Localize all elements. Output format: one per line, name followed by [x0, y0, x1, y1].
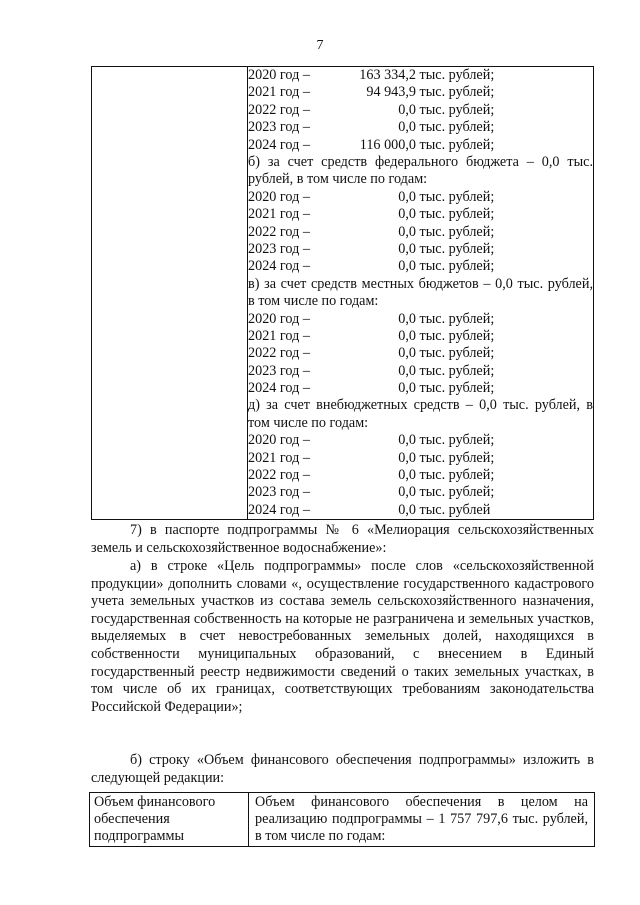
- unit-label: тыс. рублей;: [419, 206, 495, 223]
- year-label: 2020 год –: [248, 188, 310, 205]
- year-amount-row: [248, 258, 593, 275]
- year-label: 2022 год –: [248, 101, 310, 118]
- year-label: 2022 год –: [248, 467, 310, 484]
- amount-value: 0,0: [398, 449, 416, 466]
- unit-label: тыс. рублей;: [419, 223, 495, 240]
- year-label: 2023 год –: [248, 484, 310, 501]
- unit-label: тыс. рублей;: [419, 327, 495, 344]
- unit-label: тыс. рублей;: [419, 258, 495, 275]
- year-label: 2023 год –: [248, 119, 310, 136]
- year-amount-row: [248, 484, 593, 501]
- year-label: 2022 год –: [248, 345, 310, 362]
- year-label: 2020 год –: [248, 310, 310, 327]
- page-number: 7: [316, 38, 324, 53]
- amount-value: 0,0: [398, 345, 416, 362]
- year-label: 2021 год –: [248, 206, 310, 223]
- unit-label: тыс. рублей;: [419, 310, 495, 327]
- year-label: 2021 год –: [248, 84, 310, 101]
- funding-value-cell: Объем финансового обеспечения в целом на реализацию подпрограммы – 1 757 797,6 тыс. рублей, в том числе по годам:: [249, 793, 595, 847]
- year-amount-row: [248, 432, 593, 449]
- unit-label: тыс. рублей;: [419, 136, 495, 153]
- year-amount-row: [248, 328, 593, 345]
- year-label: 2024 год –: [248, 501, 310, 518]
- unit-label: тыс. рублей;: [419, 362, 495, 379]
- year-label: 2020 год –: [248, 432, 310, 449]
- year-amount-row: [248, 345, 593, 362]
- year-amount-row: [248, 311, 593, 328]
- group-c-heading: в) за счет средств местных бюджетов – 0,0 тыс. рублей, в том числе по годам:: [248, 275, 593, 310]
- amount-value: 116 000,0: [359, 136, 416, 153]
- year-amount-row: [248, 467, 593, 484]
- funding-breakdown-cell: [248, 67, 594, 520]
- unit-label: тыс. рублей;: [419, 432, 495, 449]
- year-amount-row: [248, 119, 593, 136]
- unit-label: тыс. рублей;: [419, 449, 495, 466]
- group-b-heading: б) за счет средств федерального бюджета – 0,0 тыс. рублей, в том числе по годам:: [248, 153, 593, 188]
- funding-table-continued: [91, 66, 594, 520]
- unit-label: тыс. рублей;: [419, 380, 495, 397]
- group-a-rows: [248, 67, 593, 154]
- year-amount-row: [248, 102, 593, 119]
- year-label: 2020 год –: [248, 67, 310, 83]
- year-label: 2023 год –: [248, 240, 310, 257]
- amount-value: 0,0: [398, 240, 416, 257]
- year-amount-row: [248, 67, 593, 84]
- amount-value: 0,0: [398, 432, 416, 449]
- amount-value: 94 943,9: [366, 84, 416, 101]
- amount-value: 0,0: [398, 188, 416, 205]
- paragraph-a: а) в строке «Цель подпрограммы» после слов «сельскохозяйственной продукции» дополнить словами «, осуществление государственного кадастрового учета земельных участков из состава земель сельскохозяйственного назначения, государственная собственность на которые не разграничена и земельных участков, выделяемых в счет невостребованных земельных долей, находящихся в собственности муниципальных образований, с внесением в Единый государственный реестр недвижимости сведений о таких земельных участках, в том числе об их границах, соответствующих требованиям законодательства Российской Федерации»;: [91, 558, 594, 715]
- year-amount-row: [248, 137, 593, 154]
- year-amount-row: [248, 189, 593, 206]
- funding-label-cell: Объем финансового обеспечения подпрограммы: [90, 793, 249, 847]
- empty-label-cell: [92, 67, 248, 520]
- year-label: 2024 год –: [248, 258, 310, 275]
- unit-label: тыс. рублей;: [419, 467, 495, 484]
- amount-value: 0,0: [398, 258, 416, 275]
- group-b-rows: [248, 189, 593, 276]
- amount-value: 163 334,2: [359, 67, 416, 83]
- group-d-rows: [248, 432, 593, 519]
- year-amount-row: [248, 380, 593, 397]
- year-amount-row: [248, 224, 593, 241]
- year-label: 2023 год –: [248, 362, 310, 379]
- amount-value: 0,0: [398, 101, 416, 118]
- amount-value: 0,0: [398, 119, 416, 136]
- unit-label: тыс. рублей;: [419, 240, 495, 257]
- unit-label: тыс. рублей;: [419, 484, 495, 501]
- subprogram-funding-table: [89, 792, 595, 847]
- amount-value: 0,0: [398, 206, 416, 223]
- year-label: 2021 год –: [248, 327, 310, 344]
- year-label: 2024 год –: [248, 380, 310, 397]
- amount-value: 0,0: [398, 362, 416, 379]
- amount-value: 0,0: [398, 310, 416, 327]
- paragraph-7: 7) в паспорте подпрограммы № 6 «Мелиорация сельскохозяйственных земель и сельскохозяйственное водоснабжение»:: [91, 522, 594, 556]
- amount-value: 0,0: [398, 380, 416, 397]
- unit-label: тыс. рублей: [419, 501, 491, 518]
- unit-label: тыс. рублей;: [419, 345, 495, 362]
- year-label: 2022 год –: [248, 223, 310, 240]
- group-d-heading: д) за счет внебюджетных средств – 0,0 тыс. рублей, в том числе по годам:: [248, 397, 593, 431]
- year-amount-row: [248, 241, 593, 258]
- unit-label: тыс. рублей;: [419, 119, 495, 136]
- amount-value: 0,0: [398, 484, 416, 501]
- year-amount-row: [248, 206, 593, 223]
- group-c-rows: [248, 311, 593, 398]
- unit-label: тыс. рублей;: [419, 188, 495, 205]
- unit-label: тыс. рублей;: [419, 84, 495, 101]
- unit-label: тыс. рублей;: [419, 101, 495, 118]
- year-amount-row: [248, 84, 593, 101]
- amount-value: 0,0: [398, 501, 416, 518]
- amount-value: 0,0: [398, 327, 416, 344]
- year-label: 2024 год –: [248, 136, 310, 153]
- year-label: 2021 год –: [248, 449, 310, 466]
- amount-value: 0,0: [398, 223, 416, 240]
- year-amount-row: [248, 502, 593, 519]
- year-amount-row: [248, 363, 593, 380]
- paragraph-b: б) строку «Объем финансового обеспечения подпрограммы» изложить в следующей редакции:: [91, 752, 594, 786]
- unit-label: тыс. рублей;: [419, 67, 495, 83]
- amount-value: 0,0: [398, 467, 416, 484]
- year-amount-row: [248, 450, 593, 467]
